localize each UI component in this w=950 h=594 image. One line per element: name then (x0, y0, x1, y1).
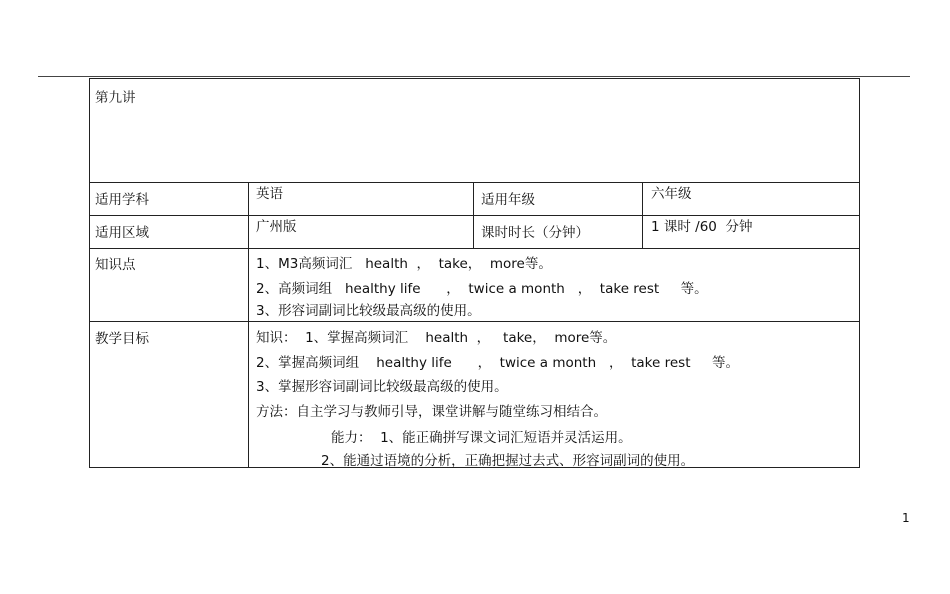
subject-label: 适用学科 (95, 192, 149, 208)
row-divider (90, 215, 859, 216)
goals-line: 2、掌握高频词组 healthy life ， twice a month ， take rest 等。 (256, 355, 739, 371)
goals-line: 方法：自主学习与教师引导，课堂讲解与随堂练习相结合。 (256, 404, 607, 420)
goals-label: 教学目标 (95, 331, 149, 347)
page-number: 1 (902, 511, 910, 525)
row-divider (90, 182, 859, 183)
col-divider (248, 182, 249, 468)
col-divider (473, 182, 474, 248)
lesson-title: 第九讲 (95, 90, 136, 106)
header-rule (38, 76, 910, 77)
knowledge-line: 2、高频词组 healthy life ， twice a month ， take rest 等。 (256, 281, 708, 297)
grade-value: 六年级 (651, 186, 692, 202)
region-label: 适用区域 (95, 225, 149, 241)
region-value: 广州版 (256, 219, 297, 235)
duration-value: 1 课时 /60 分钟 (651, 219, 753, 235)
subject-value: 英语 (256, 186, 283, 202)
goals-line: 2、能通过语境的分析，正确把握过去式、形容词副词的使用。 (321, 453, 695, 469)
duration-label: 课时时长（分钟） (481, 225, 589, 241)
goals-line: 知识： 1、掌握高频词汇 health ， take， more等。 (256, 330, 617, 346)
knowledge-line: 1、M3高频词汇 health ， take， more等。 (256, 256, 552, 272)
goals-line: 能力： 1、能正确拼写课文词汇短语并灵活运用。 (331, 430, 632, 446)
knowledge-line: 3、形容词副词比较级最高级的使用。 (256, 303, 481, 319)
knowledge-label: 知识点 (95, 257, 136, 273)
row-divider (90, 321, 859, 322)
lesson-table (89, 78, 860, 468)
row-divider (90, 248, 859, 249)
goals-line: 3、掌握形容词副词比较级最高级的使用。 (256, 379, 508, 395)
grade-label: 适用年级 (481, 192, 535, 208)
col-divider (642, 182, 643, 248)
